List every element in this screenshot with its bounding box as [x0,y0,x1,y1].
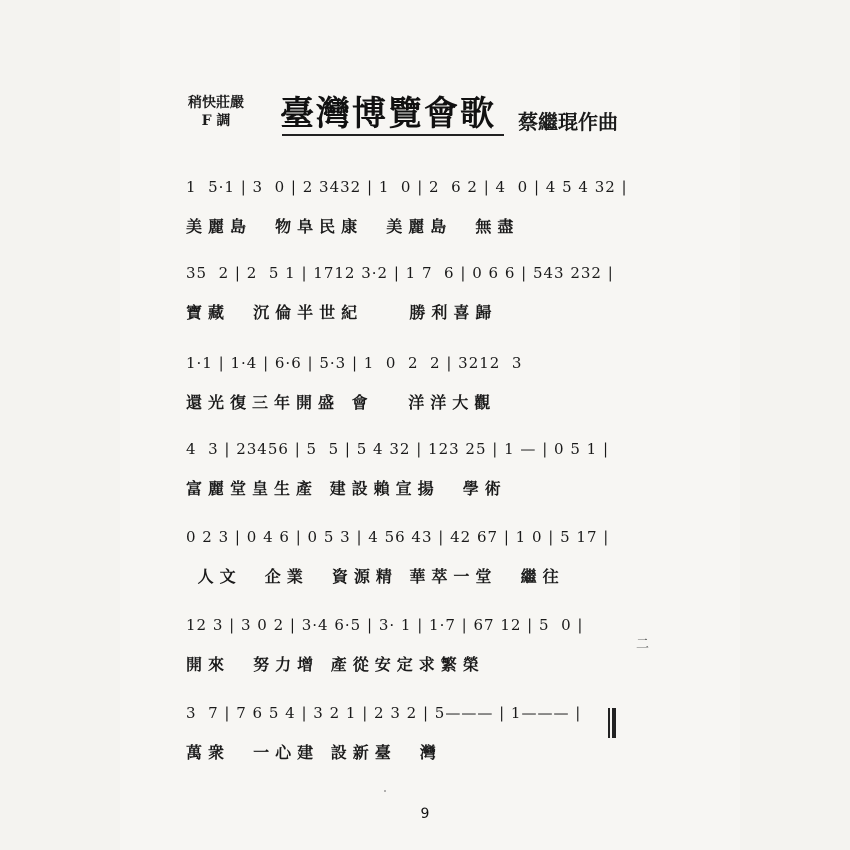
lyrics-line-2: 寶藏 沉倫半世紀 勝利喜歸 [186,303,498,322]
margin-mark: 二 [636,637,650,652]
print-speck [384,790,386,792]
song-header [168,86,668,146]
notes-line-7: 3 7 | 7 6 5 4 | 3 2 1 | 2 3 2 | 5——— | 1——— | [186,704,582,722]
lyrics-line-5: 人文 企業 資源精 華萃一堂 繼往 [186,567,565,586]
final-barline-thin [608,708,610,738]
lyrics-line-7: 萬衆 一心建 設新臺 灣 [186,743,442,762]
key-text: F 調 [201,113,231,129]
title-underline [282,134,504,136]
lyrics-line-3: 還光復三年開盛 會 洋洋大觀 [186,393,497,412]
notes-line-3: 1·1 | 1·4 | 6·6 | 5·3 | 1 0 2 2 | 3212 3 [186,354,523,372]
tempo-text: 稍快莊嚴 [188,95,244,111]
notes-line-5: 0 2 3 | 0 4 6 | 0 5 3 | 4 56 43 | 42 67 | 1 0 | 5 17 | [186,528,610,546]
composer-credit: 蔡繼琨作曲 [518,110,618,134]
final-barline-thick [612,708,616,738]
notes-line-6: 12 3 | 3 0 2 | 3·4 6·5 | 3· 1 | 1·7 | 67 12 | 5 0 | [186,616,584,634]
lyrics-line-6: 開來 努力增 產從安定求繁榮 [186,655,485,674]
tempo-key-marking [188,94,244,130]
lyrics-line-4: 富麗堂皇生產 建設賴宣揚 學術 [186,479,507,498]
notes-line-4: 4 3 | 23456 | 5 5 | 5 4 32 | 123 25 | 1 — | 0 5 1 | [186,440,609,458]
notes-line-1: 1 5·1 | 3 0 | 2 3432 | 1 0 | 2 6 2 | 4 0 | 4 5 4 32 | [186,178,628,196]
notes-line-2: 35 2 | 2 5 1 | 1712 3·2 | 1 7 6 | 0 6 6 | 543 232 | [186,264,614,282]
song-title: 臺灣博覽會歌 [280,94,496,134]
lyrics-line-1: 美麗島 物阜民康 美麗島 無盡 [186,217,520,236]
page-number: 9 [420,806,430,822]
